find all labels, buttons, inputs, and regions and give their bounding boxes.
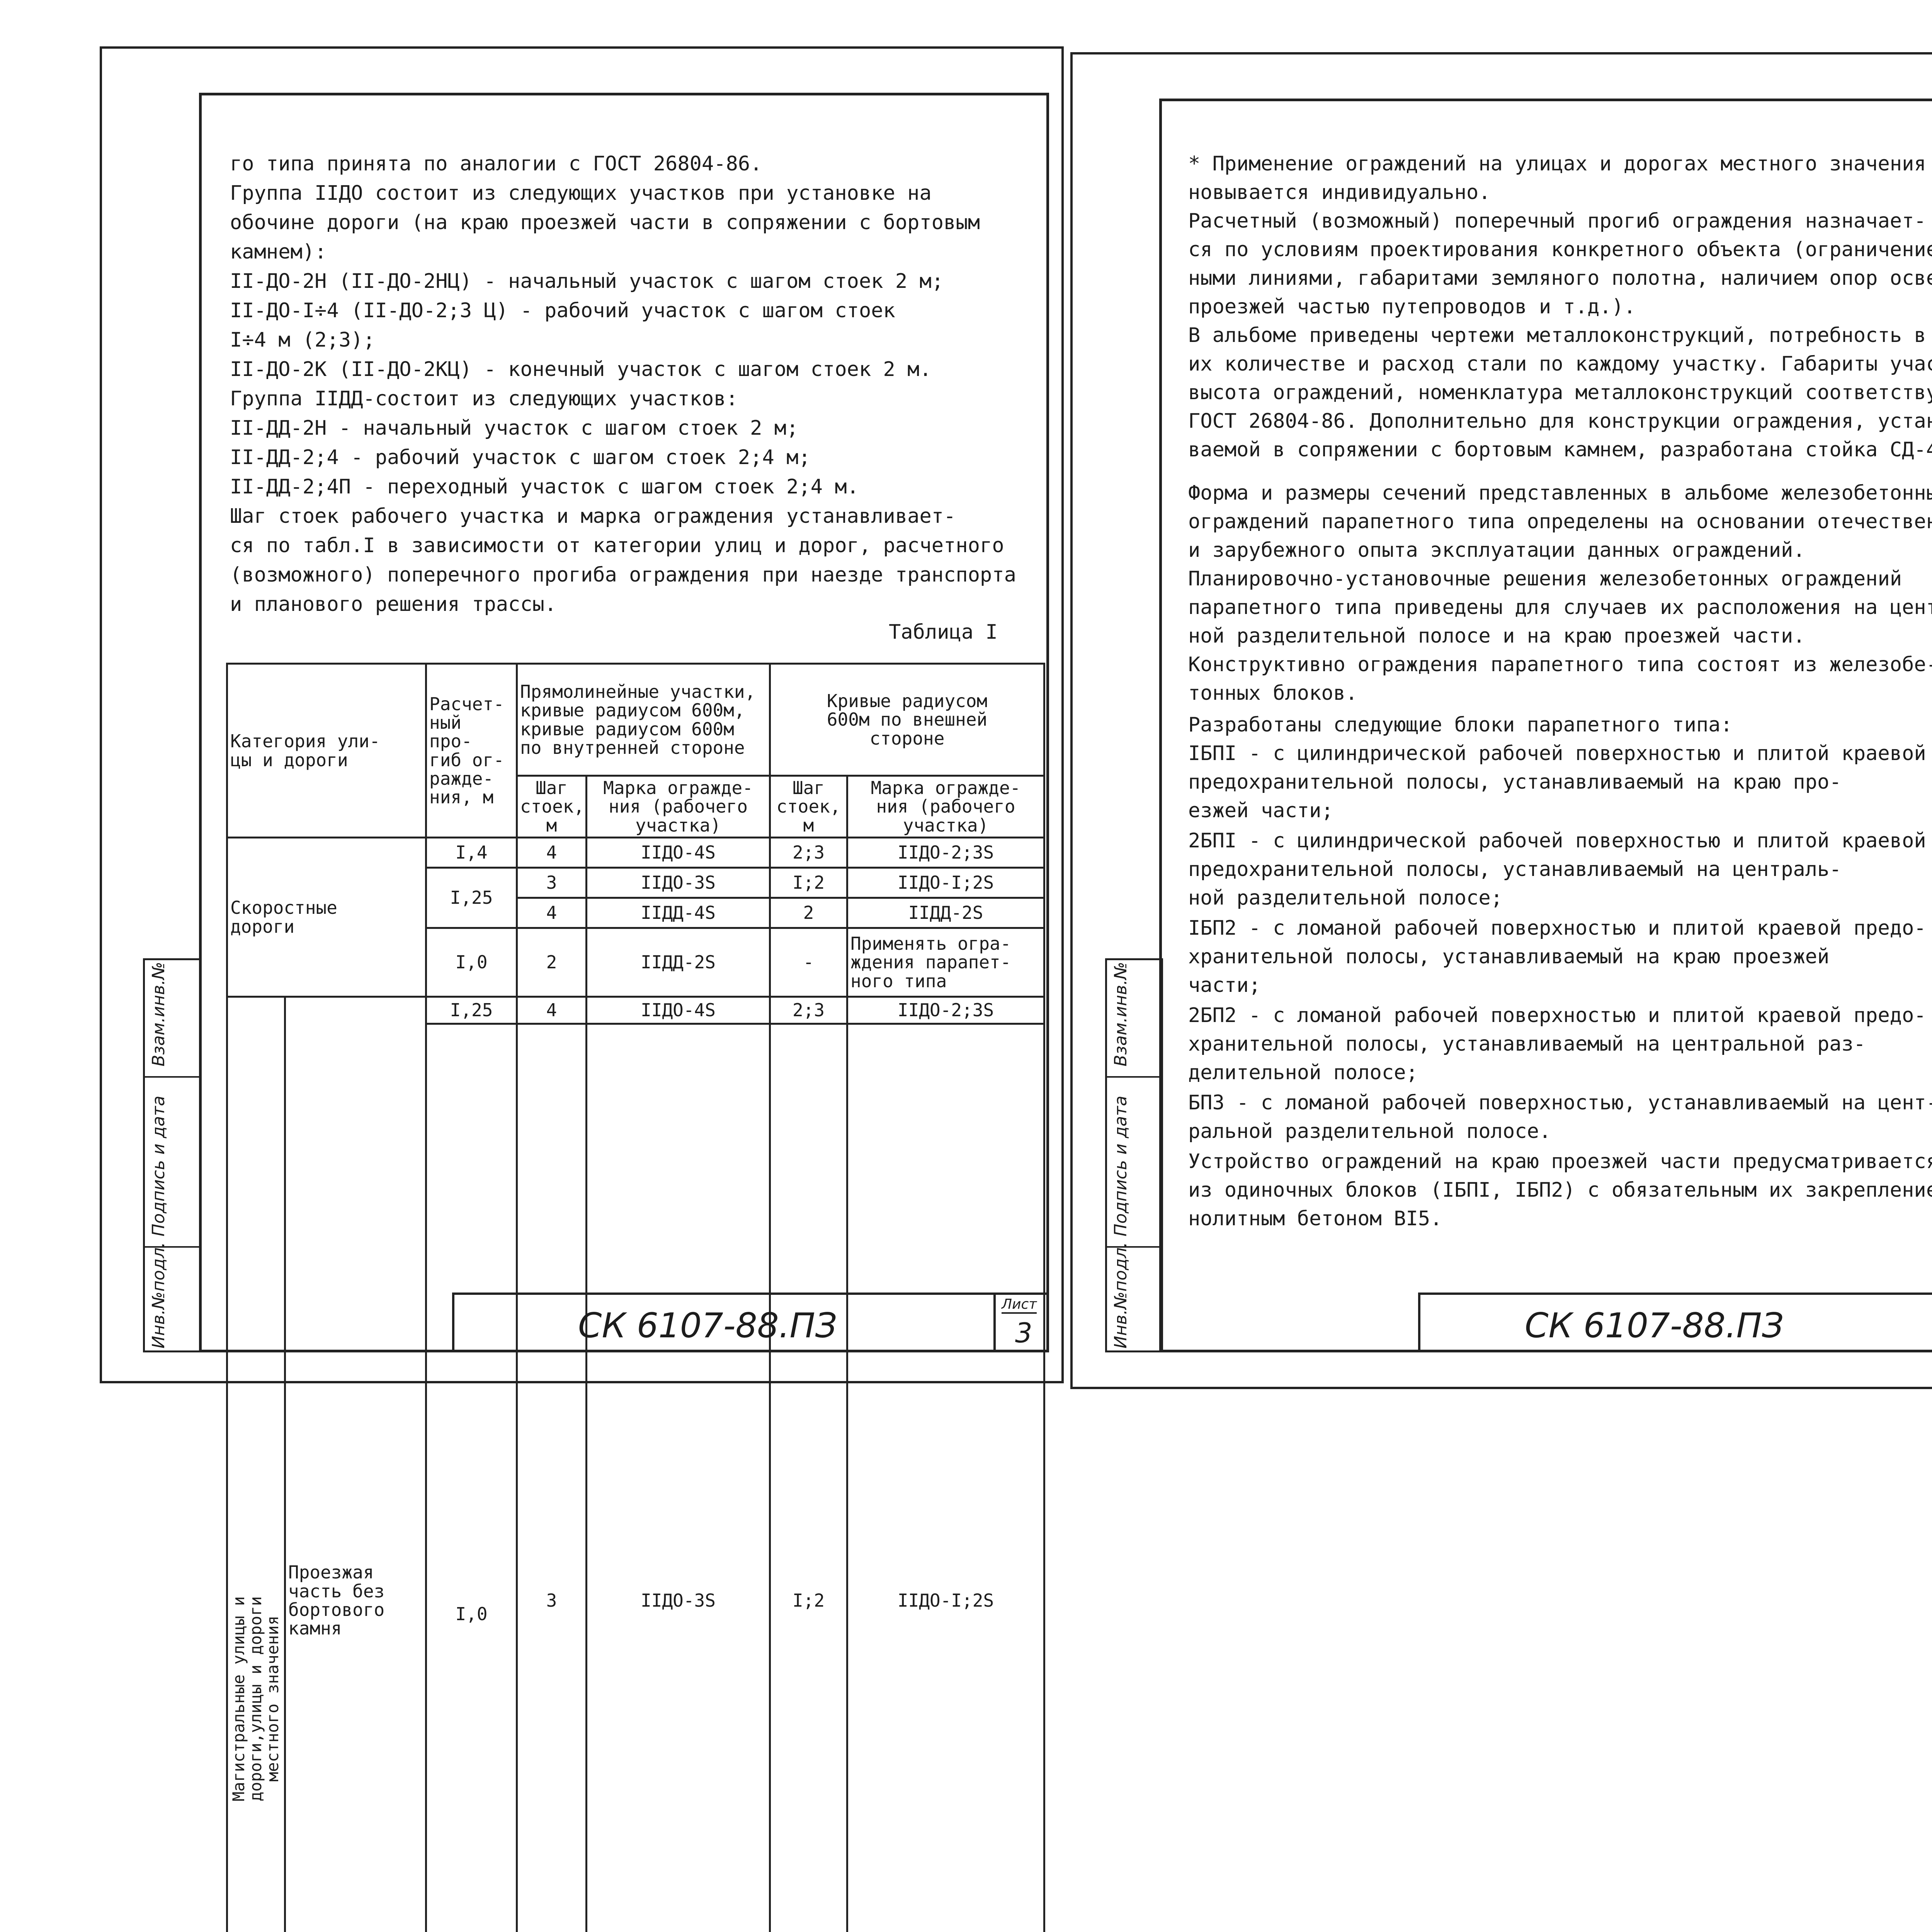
table-cell: I,25 <box>426 997 517 1024</box>
table-cell: 4 <box>517 997 587 1024</box>
header-step-2: Шаг стоек, м <box>770 776 847 838</box>
document-code: СК 6107-88.ПЗ <box>578 1306 837 1345</box>
text-line: Шаг стоек рабочего участка и марка ограждения устанавливает- <box>230 506 956 526</box>
table-cell: 2;3 <box>770 838 847 868</box>
header-straight: Прямолинейные участки, кривые радиусом 600м, кривые радиусом 600м по внутренней стороне <box>517 664 770 776</box>
table-cell: I,0 <box>426 928 517 997</box>
text-line: II-ДД-2Н - начальный участок с шагом стоек 2 м; <box>230 418 798 438</box>
text-line: Расчетный (возможный) поперечный прогиб ограждения назначает- <box>1188 211 1926 231</box>
table-cell: 3 <box>517 1024 587 1932</box>
right-strip-label-replace: Взам.инв.№ <box>1111 962 1131 1066</box>
right-strip-label-sign: Подпись и дата <box>1111 1096 1131 1236</box>
header-mark-1: Марка огражде- ния (рабочего участка) <box>587 776 770 838</box>
table-cell: 2 <box>517 928 587 997</box>
table-cell: IIДО-4S <box>587 838 770 868</box>
text-line: и планового решения трассы. <box>230 594 556 614</box>
left-title-block <box>452 1293 1049 1352</box>
main-streets-label <box>230 998 281 1932</box>
text-line: ной разделительной полосе; <box>1188 888 1503 908</box>
table-cell: 2;3 <box>770 997 847 1024</box>
sheet-number-box <box>993 1295 1048 1350</box>
left-strip-label-inv: Инв.№подл. <box>149 1242 168 1349</box>
text-line: Группа IIДО состоит из следующих участков при установке на <box>230 183 932 203</box>
table-cell: 4 <box>517 838 587 868</box>
table-cell: 2 <box>770 898 847 928</box>
text-line: ограждений парапетного типа определены на основании отечественного <box>1188 512 1932 532</box>
text-line: нолитным бетоном BI5. <box>1188 1209 1442 1229</box>
text-line: го типа принята по аналогии с ГОСТ 26804-86. <box>230 154 762 174</box>
text-line: тонных блоков. <box>1188 683 1357 703</box>
cell-sub-no-curb: Проезжая часть без бортового камня <box>285 997 426 1932</box>
text-line: их количестве и расход стали по каждому участку. Габариты участков, <box>1188 354 1932 374</box>
text-line: ральной разделительной полосе. <box>1188 1121 1551 1141</box>
text-line: предохранительной полосы, устанавливаемый на централь- <box>1188 859 1842 879</box>
cell-fast-roads: Скоростные дороги <box>227 838 426 997</box>
table-cell: IIДО-2;3S <box>847 997 1044 1024</box>
text-line: и зарубежного опыта эксплуатации данных ограждений. <box>1188 540 1805 560</box>
text-line: II-ДД-2;4 - рабочий участок с шагом стоек 2;4 м; <box>230 447 811 468</box>
text-line: езжей части; <box>1188 801 1333 821</box>
right-title-block <box>1418 1293 1932 1352</box>
text-line: ГОСТ 26804-86. Дополнительно для конструкции ограждения, устанавли- <box>1188 411 1932 431</box>
text-line: Разработаны следующие блоки парапетного типа: <box>1188 715 1733 735</box>
table-cell: - <box>770 928 847 997</box>
table-cell: I;2 <box>770 868 847 898</box>
table-cell: IIДО-3S <box>587 868 770 898</box>
text-line: I÷4 м (2;3); <box>230 330 375 350</box>
header-category: Категория ули- цы и дороги <box>227 664 426 838</box>
text-line: хранительной полосы, устанавливаемый на центральной раз- <box>1188 1034 1866 1054</box>
document-code: СК 6107-88.ПЗ <box>1525 1306 1784 1345</box>
header-curves: Кривые радиусом 600м по внешней стороне <box>770 664 1044 776</box>
header-step-1: Шаг стоек, м <box>517 776 587 838</box>
table-cell: IIДО-4S <box>587 997 770 1024</box>
table-cell: IIДО-2;3S <box>847 838 1044 868</box>
text-line: высота ограждений, номенклатура металлоконструкций соответствуют <box>1188 383 1932 403</box>
text-line: БПЗ - с ломаной рабочей поверхностью, устанавливаемый на цент- <box>1188 1093 1932 1113</box>
right-strip-label-inv: Инв.№подл. <box>1111 1242 1131 1349</box>
table-cell: 3 <box>517 868 587 898</box>
cell-main-streets <box>227 997 285 1932</box>
text-line: Устройство ограждений на краю проезжей части предусматривается <box>1188 1151 1932 1172</box>
table-cell: IIДД-2S <box>587 928 770 997</box>
left-strip-label-replace: Взам.инв.№ <box>149 962 168 1066</box>
header-deflection: Расчет- ный про- гиб ог- ражде- ния, м <box>426 664 517 838</box>
table-cell: IIДД-2S <box>847 898 1044 928</box>
table-cell: IIДД-4S <box>587 898 770 928</box>
text-line: ваемой в сопряжении с бортовым камнем, разработана стойка СД-4. <box>1188 440 1932 460</box>
text-line: камнем): <box>230 242 327 262</box>
text-line: IБП2 - с ломаной рабочей поверхностью и плитой краевой предо- <box>1188 918 1926 938</box>
text-line: ся по табл.I в зависимости от категории улиц и дорог, расчетного <box>230 536 1004 556</box>
text-line: 2БП2 - с ломаной рабочей поверхностью и плитой краевой предо- <box>1188 1005 1926 1026</box>
text-line: ными линиями, габаритами земляного полотна, наличием опор освещения, <box>1188 268 1932 288</box>
table-cell: IIДО-3S <box>587 1024 770 1932</box>
table-cell: I,25 <box>426 868 517 928</box>
text-line: II-ДО-I÷4 (II-ДО-2;3 Ц) - рабочий участок с шагом стоек <box>230 301 895 321</box>
text-line: Форма и размеры сечений представленных в альбоме железобетонных <box>1188 483 1932 503</box>
sheet-label: Лист <box>1002 1296 1037 1314</box>
text-line: предохранительной полосы, устанавливаемый на краю про- <box>1188 772 1842 792</box>
header-mark-2: Марка огражде- ния (рабочего участка) <box>847 776 1044 838</box>
text-line: Планировочно-установочные решения железобетонных ограждений <box>1188 569 1902 589</box>
text-line: новывается индивидуально. <box>1188 182 1491 202</box>
text-line: из одиночных блоков (IБПI, IБП2) с обязательным их закреплением мо- <box>1188 1180 1932 1200</box>
table-cell: I,4 <box>426 838 517 868</box>
text-line: II-ДО-2К (II-ДО-2КЦ) - конечный участок с шагом стоек 2 м. <box>230 359 932 379</box>
text-line: ся по условиям проектирования конкретного объекта (ограничение крас- <box>1188 240 1932 260</box>
table-cell: I;2 <box>770 1024 847 1932</box>
table-cell: IIДО-I;2S <box>847 1024 1044 1932</box>
text-line: парапетного типа приведены для случаев их расположения на централь- <box>1188 597 1932 617</box>
table-cell: I,0 <box>426 1024 517 1932</box>
text-line: Конструктивно ограждения парапетного типа состоят из железобе- <box>1188 655 1932 675</box>
text-line: В альбоме приведены чертежи металлоконструкций, потребность в <box>1188 325 1926 345</box>
text-line: (возможного) поперечного прогиба ограждения при наезде транспорта <box>230 565 1016 585</box>
table-cell: Применять огра- ждения парапет- ного типа <box>847 928 1044 997</box>
table-cell: IIДО-I;2S <box>847 868 1044 898</box>
text-line: обочине дороги (на краю проезжей части в сопряжении с бортовым <box>230 213 980 233</box>
text-line: части; <box>1188 975 1261 995</box>
text-line: делительной полосе; <box>1188 1063 1418 1083</box>
text-line: II-ДД-2;4П - переходный участок с шагом стоек 2;4 м. <box>230 477 859 497</box>
text-line: IБПI - с цилиндрической рабочей поверхностью и плитой краевой <box>1188 743 1926 764</box>
text-line: Группа IIДД-состоит из следующих участков: <box>230 389 738 409</box>
left-strip-label-sign: Подпись и дата <box>149 1096 168 1236</box>
text-line: проезжей частью путепроводов и т.д.). <box>1188 297 1636 317</box>
table-caption: Таблица I <box>889 622 998 642</box>
text-line: 2БПI - с цилиндрической рабочей поверхностью и плитой краевой <box>1188 831 1926 851</box>
table-cell: 4 <box>517 898 587 928</box>
text-line: * Применение ограждений на улицах и дорогах местного значения обос- <box>1188 154 1932 174</box>
sheet-number: 3 <box>1015 1317 1032 1349</box>
text-line: ной разделительной полосе и на краю проезжей части. <box>1188 626 1805 646</box>
text-line: II-ДО-2Н (II-ДО-2НЦ) - начальный участок с шагом стоек 2 м; <box>230 271 944 291</box>
text-line: хранительной полосы, устанавливаемый на краю проезжей <box>1188 947 1829 967</box>
